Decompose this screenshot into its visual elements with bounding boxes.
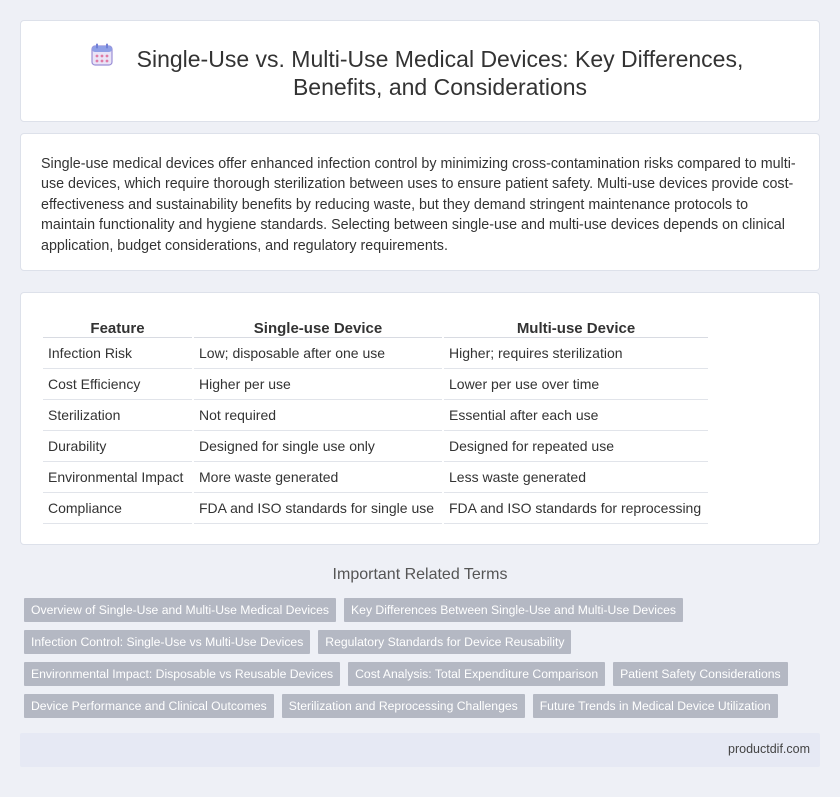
table-row (43, 337, 708, 368)
table-row (43, 399, 708, 430)
footer-site-name[interactable]: productdif.com (728, 742, 810, 756)
comparison-table (43, 315, 708, 524)
related-term-link[interactable]: Infection Control: Single-Use vs Multi-Use Devices (24, 630, 310, 654)
header-card (20, 20, 820, 122)
summary-text: Single-use medical devices offer enhanced infection control by minimizing cross-contamination risks compared to multi-use devices, which require thorough sterilization between uses to ensure patient safety. Multi-use devices provide cost-effectiveness and sustainability benefits by reducing waste, but they demand stringent maintenance protocols to maintain functionality and hygiene standards. Selecting between single-use and multi-use devices depends on clinical application, budget considerations, and regulatory requirements. (41, 156, 796, 254)
footer (20, 733, 820, 767)
tag-row (24, 694, 804, 718)
column-header: Single-use Device (193, 315, 443, 337)
table-cell: FDA and ISO standards for reprocessing (443, 492, 708, 523)
related-term-link[interactable]: Patient Safety Considerations (613, 662, 788, 686)
table-cell: Cost Efficiency (43, 368, 193, 399)
comparison-table-card (20, 292, 820, 545)
related-terms-list (24, 598, 804, 726)
related-term-link[interactable]: Environmental Impact: Disposable vs Reusable Devices (24, 662, 340, 686)
related-term-link[interactable]: Cost Analysis: Total Expenditure Comparison (348, 662, 605, 686)
table-cell: Compliance (43, 492, 193, 523)
related-terms-heading: Important Related Terms (332, 566, 508, 583)
table-cell: Infection Risk (43, 337, 193, 368)
table-cell: FDA and ISO standards for single use (193, 492, 443, 523)
table-cell: Lower per use over time (443, 368, 708, 399)
table-cell: Essential after each use (443, 399, 708, 430)
tag-row (24, 662, 804, 686)
related-term-link[interactable]: Overview of Single-Use and Multi-Use Medical Devices (24, 598, 336, 622)
table-cell: Designed for repeated use (443, 430, 708, 461)
table-cell: Higher per use (193, 368, 443, 399)
table-cell: Sterilization (43, 399, 193, 430)
table-cell: Low; disposable after one use (193, 337, 443, 368)
summary-card (20, 133, 820, 271)
tag-row (24, 630, 804, 654)
table-cell: Environmental Impact (43, 461, 193, 492)
related-term-link[interactable]: Regulatory Standards for Device Reusability (318, 630, 571, 654)
table-cell: Not required (193, 399, 443, 430)
table-cell: Designed for single use only (193, 430, 443, 461)
table-row (43, 368, 708, 399)
table-cell: Higher; requires sterilization (443, 337, 708, 368)
related-term-link[interactable]: Device Performance and Clinical Outcomes (24, 694, 274, 718)
table-cell: Durability (43, 430, 193, 461)
table-row (43, 492, 708, 523)
related-term-link[interactable]: Future Trends in Medical Device Utilization (533, 694, 778, 718)
related-term-link[interactable]: Key Differences Between Single-Use and Multi-Use Devices (344, 598, 683, 622)
table-cell: More waste generated (193, 461, 443, 492)
table-row (43, 461, 708, 492)
column-header: Multi-use Device (443, 315, 708, 337)
table-cell: Less waste generated (443, 461, 708, 492)
table-header-row (43, 315, 708, 337)
tag-row (24, 598, 804, 622)
page-title: Single-Use vs. Multi-Use Medical Devices: Key Differences, Benefits, and Considerations (136, 46, 744, 100)
column-header: Feature (43, 315, 193, 337)
table-row (43, 430, 708, 461)
related-term-link[interactable]: Sterilization and Reprocessing Challenges (282, 694, 525, 718)
